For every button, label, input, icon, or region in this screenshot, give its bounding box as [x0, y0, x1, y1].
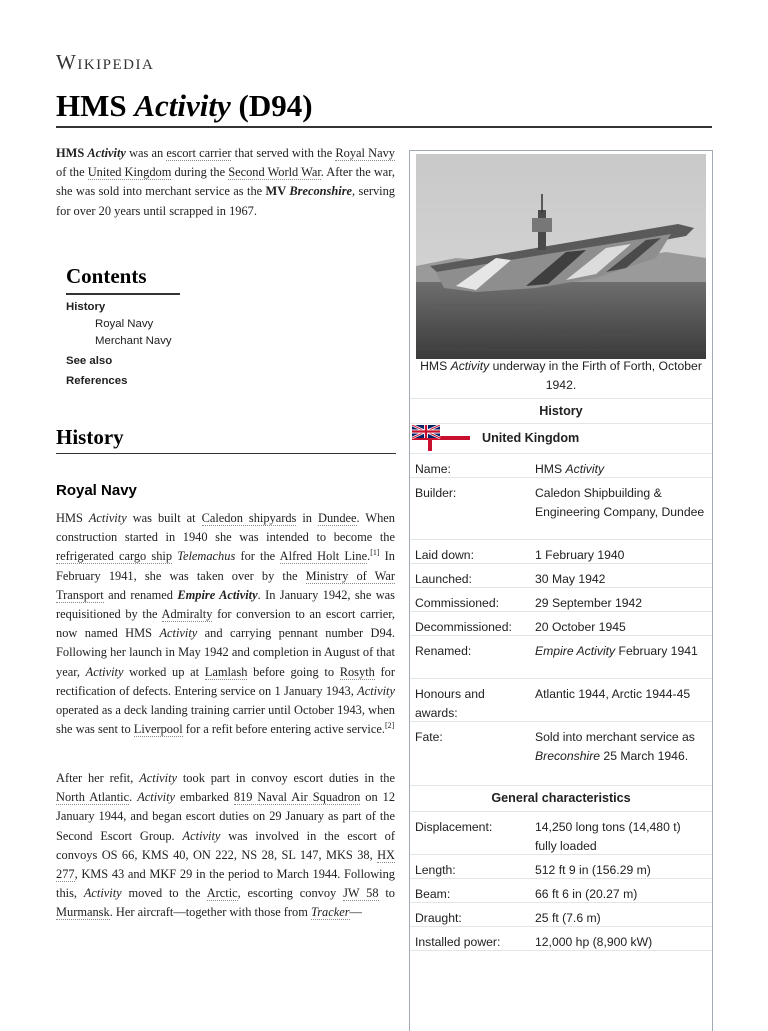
label-builder: Builder: [415, 486, 457, 500]
photo-caption: HMS Activity underway in the Firth of Forth, October 1942. [420, 359, 702, 392]
ship-photo[interactable] [416, 154, 706, 359]
link-dundee[interactable]: Dundee [318, 511, 357, 525]
value-length: 512 ft 9 in (156.29 m) [535, 863, 651, 877]
toc-item-royal-navy[interactable]: Royal Navy [95, 318, 154, 330]
royal-navy-heading: Royal Navy [56, 482, 137, 499]
row-laid-down [410, 539, 712, 564]
label-name: Name: [415, 462, 451, 476]
link-rosyth[interactable]: Rosyth [339, 664, 375, 679]
link-escort-carrier[interactable]: escort carrier [166, 146, 232, 160]
white-ensign-flag-icon [412, 425, 470, 451]
link-liverpool[interactable]: Liverpool [133, 722, 183, 737]
wikipedia-logo[interactable]: Wikipedia [56, 50, 155, 74]
link-tracker[interactable]: Tracker [310, 905, 350, 920]
link-refrigerated-cargo-ship[interactable]: refrigerated cargo ship [56, 549, 173, 564]
link-murmansk[interactable]: Murmansk [56, 905, 110, 920]
row-decommissioned [410, 611, 712, 636]
value-name: HMS Activity [535, 462, 605, 476]
value-launched: 30 May 1942 [535, 572, 606, 586]
link-arctic[interactable]: Arctic [206, 886, 238, 901]
reference-1[interactable]: [1] [370, 548, 380, 558]
link-alfred-holt-line[interactable]: Alfred Holt Line [279, 549, 368, 564]
title-suffix: (D94) [230, 88, 313, 123]
toc-heading: Contents [66, 262, 180, 295]
value-draught: 25 ft (7.6 m) [535, 911, 601, 925]
value-builder: Caledon Shipbuilding & Engineering Company, Dundee [535, 486, 705, 519]
toc-item-merchant-navy[interactable]: Merchant Navy [95, 335, 172, 347]
value-fate: Sold into merchant service as Breconshire 25 March 1946. [535, 730, 695, 763]
link-royal-navy[interactable]: Royal Navy [335, 146, 395, 160]
row-displacement [410, 811, 712, 855]
nation-row [410, 423, 712, 452]
label-laid-down: Laid down: [415, 548, 474, 562]
toc-item-history[interactable]: History [66, 301, 106, 313]
toc-item-see-also[interactable]: See also [66, 355, 113, 367]
history-paragraph-1: HMS Activity was built at Caledon shipyards in Dundee. When construction started in 1940 she was intended to become the refrigerated cargo ship Telemachus for the Alfred Holt Line.[1] In February 1941, she was taken over by the Ministry of War Transport and renamed Empire Activity. In January 1942, she was requisitioned by the Admiralty for conversion to an escort carrier, now named HMS Activity and carrying pennant number D94. Following her launch in May 1942 and completion in August of that year, Activity worked up at Lamlash before going to Rosyth for rectification of defects. Entering service on 1 January 1943, Activity operated as a deck landing training carrier until October 1943, when she was sent to Liverpool for a refit before entering active service.[2] [56, 511, 395, 737]
label-decommissioned: Decommissioned: [415, 620, 512, 634]
label-displacement: Displacement: [415, 820, 493, 834]
link-jw-58[interactable]: JW 58 [343, 886, 379, 901]
title-divider [56, 126, 712, 128]
row-length [410, 854, 712, 879]
label-renamed: Renamed: [415, 644, 472, 658]
value-installed-power: 12,000 hp (8,900 kW) [535, 935, 653, 949]
row-honours [410, 678, 712, 722]
row-draught [410, 902, 712, 927]
link-819-naval-air-squadron[interactable]: 819 Naval Air Squadron [233, 790, 361, 805]
nation-label: United Kingdom [482, 431, 580, 445]
link-second-world-war[interactable]: Second World War [228, 165, 321, 180]
value-beam: 66 ft 6 in (20.27 m) [535, 887, 638, 901]
row-installed-power [410, 926, 712, 951]
link-hx-277[interactable]: HX 277 [56, 847, 395, 882]
lead-paragraph: HMS Activity was an escort carrier that served with the Royal Navy of the United Kingdom during the Second World War. After the war, she was sold into merchant service as the MV Breconshire, serving for over 20 years until scrapped in 1967. [56, 146, 396, 218]
title-ship-name: Activity [134, 88, 231, 123]
row-renamed [410, 635, 712, 679]
section-history: History [410, 398, 712, 425]
link-lamlash[interactable]: Lamlash [204, 664, 248, 679]
link-caledon-shipyards[interactable]: Caledon shipyards [201, 511, 297, 525]
link-north-atlantic[interactable]: North Atlantic [56, 790, 130, 805]
link-ministry-of-war-transport[interactable]: Ministry of War Transport [56, 568, 395, 602]
label-launched: Launched: [415, 572, 472, 586]
row-continued [410, 950, 712, 961]
row-commissioned [410, 587, 712, 612]
label-commissioned: Commissioned: [415, 596, 499, 610]
link-admiralty[interactable]: Admiralty [161, 607, 213, 622]
value-laid-down: 1 February 1940 [535, 548, 625, 562]
row-launched [410, 563, 712, 588]
row-beam [410, 878, 712, 903]
link-united-kingdom[interactable]: United Kingdom [87, 165, 172, 180]
page-title [56, 88, 313, 124]
value-renamed: Empire Activity February 1941 [535, 644, 698, 658]
value-decommissioned: 20 October 1945 [535, 620, 626, 634]
ship-photo-image [416, 154, 706, 359]
value-honours: Atlantic 1944, Arctic 1944-45 [535, 687, 691, 701]
reference-2[interactable]: [2] [384, 721, 395, 731]
row-fate [410, 721, 712, 784]
row-name [410, 453, 712, 478]
label-installed-power: Installed power: [415, 935, 501, 949]
row-builder [410, 477, 712, 540]
toc-item-references[interactable]: References [66, 375, 128, 387]
value-displacement: 14,250 long tons (14,480 t) fully loaded [535, 820, 681, 853]
label-honours: Honours and awards: [415, 687, 485, 720]
label-fate: Fate: [415, 730, 443, 744]
label-length: Length: [415, 863, 456, 877]
history-paragraph-2: After her refit, Activity took part in convoy escort duties in the North Atlantic. Activity embarked 819 Naval Air Squadron on 12 January 1944, and began escort duties on 29 January as part of the Second Escort Group. Activity was involved in the escort of convoys OS 66, KMS 40, ON 222, NS 28, SL 147, MKS 38, HX 277, KMS 43 and MKF 29 in the period to March 1944. Following this, Activity moved to the Arctic, escorting convoy JW 58 to Murmansk. Her aircraft—together with those from Tracker— [56, 771, 396, 920]
ship-infobox [409, 150, 713, 1031]
history-heading: History [56, 422, 396, 454]
label-draught: Draught: [415, 911, 462, 925]
label-beam: Beam: [415, 887, 451, 901]
section-general-characteristics: General characteristics [410, 785, 712, 814]
title-prefix: HMS [56, 88, 135, 123]
table-of-contents [66, 262, 246, 390]
value-commissioned: 29 September 1942 [535, 596, 643, 610]
